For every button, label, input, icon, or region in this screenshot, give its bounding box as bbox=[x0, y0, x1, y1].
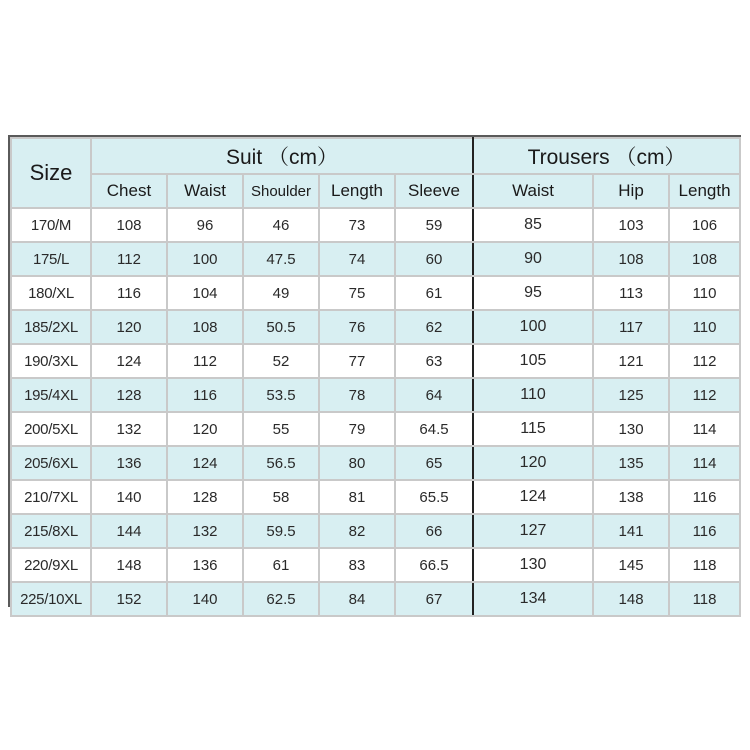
col-header-suit-waist: Waist bbox=[167, 174, 243, 208]
suit-sleeve-cell: 59 bbox=[395, 208, 473, 242]
table-row bbox=[11, 548, 740, 582]
trousers-hip-cell: 145 bbox=[593, 548, 669, 582]
trousers-waist-cell: 100 bbox=[473, 310, 593, 344]
suit-length-cell: 73 bbox=[319, 208, 395, 242]
trousers-waist-cell: 130 bbox=[473, 548, 593, 582]
trousers-waist-cell: 124 bbox=[473, 480, 593, 514]
suit-chest-cell: 140 bbox=[91, 480, 167, 514]
col-header-suit-chest: Chest bbox=[91, 174, 167, 208]
size-table-body bbox=[11, 208, 740, 616]
trousers-hip-cell: 135 bbox=[593, 446, 669, 480]
col-header-suit-shoulder: Shoulder bbox=[243, 174, 319, 208]
size-cell: 175/L bbox=[11, 242, 91, 276]
table-row bbox=[11, 582, 740, 616]
suit-sleeve-cell: 64 bbox=[395, 378, 473, 412]
table-row bbox=[11, 242, 740, 276]
trousers-hip-cell: 113 bbox=[593, 276, 669, 310]
trousers-hip-cell: 125 bbox=[593, 378, 669, 412]
suit-waist-cell: 140 bbox=[167, 582, 243, 616]
suit-sleeve-cell: 62 bbox=[395, 310, 473, 344]
suit-shoulder-cell: 52 bbox=[243, 344, 319, 378]
suit-shoulder-cell: 59.5 bbox=[243, 514, 319, 548]
size-cell: 180/XL bbox=[11, 276, 91, 310]
table-row bbox=[11, 310, 740, 344]
size-cell: 195/4XL bbox=[11, 378, 91, 412]
size-cell: 225/10XL bbox=[11, 582, 91, 616]
table-row bbox=[11, 412, 740, 446]
suit-shoulder-cell: 49 bbox=[243, 276, 319, 310]
suit-sleeve-cell: 66 bbox=[395, 514, 473, 548]
trousers-length-cell: 110 bbox=[669, 276, 740, 310]
trousers-length-cell: 108 bbox=[669, 242, 740, 276]
suit-sleeve-cell: 61 bbox=[395, 276, 473, 310]
trousers-group-header: Trousers （cm） bbox=[473, 138, 740, 174]
suit-group-header: Suit （cm） bbox=[91, 138, 473, 174]
col-header-suit-sleeve: Sleeve bbox=[395, 174, 473, 208]
suit-shoulder-cell: 46 bbox=[243, 208, 319, 242]
suit-shoulder-cell: 47.5 bbox=[243, 242, 319, 276]
suit-waist-cell: 100 bbox=[167, 242, 243, 276]
trousers-length-cell: 114 bbox=[669, 412, 740, 446]
col-header-trousers-hip: Hip bbox=[593, 174, 669, 208]
trousers-length-cell: 114 bbox=[669, 446, 740, 480]
size-cell: 200/5XL bbox=[11, 412, 91, 446]
suit-chest-cell: 152 bbox=[91, 582, 167, 616]
suit-length-cell: 83 bbox=[319, 548, 395, 582]
suit-length-cell: 80 bbox=[319, 446, 395, 480]
size-chart bbox=[8, 135, 741, 607]
trousers-length-cell: 116 bbox=[669, 514, 740, 548]
table-row bbox=[11, 480, 740, 514]
trousers-hip-cell: 117 bbox=[593, 310, 669, 344]
suit-waist-cell: 136 bbox=[167, 548, 243, 582]
suit-length-cell: 76 bbox=[319, 310, 395, 344]
suit-chest-cell: 116 bbox=[91, 276, 167, 310]
suit-chest-cell: 132 bbox=[91, 412, 167, 446]
suit-sleeve-cell: 60 bbox=[395, 242, 473, 276]
size-table bbox=[10, 137, 741, 617]
suit-waist-cell: 96 bbox=[167, 208, 243, 242]
trousers-length-cell: 106 bbox=[669, 208, 740, 242]
size-cell: 170/M bbox=[11, 208, 91, 242]
trousers-hip-cell: 138 bbox=[593, 480, 669, 514]
size-cell: 205/6XL bbox=[11, 446, 91, 480]
suit-waist-cell: 116 bbox=[167, 378, 243, 412]
suit-chest-cell: 112 bbox=[91, 242, 167, 276]
header-row-columns bbox=[11, 174, 740, 208]
col-header-trousers-length: Length bbox=[669, 174, 740, 208]
table-row bbox=[11, 446, 740, 480]
header-row-groups bbox=[11, 138, 740, 174]
suit-waist-cell: 124 bbox=[167, 446, 243, 480]
size-header: Size bbox=[11, 138, 91, 208]
suit-waist-cell: 132 bbox=[167, 514, 243, 548]
size-cell: 220/9XL bbox=[11, 548, 91, 582]
trousers-length-cell: 118 bbox=[669, 548, 740, 582]
trousers-length-cell: 112 bbox=[669, 378, 740, 412]
suit-shoulder-cell: 50.5 bbox=[243, 310, 319, 344]
suit-chest-cell: 144 bbox=[91, 514, 167, 548]
trousers-waist-cell: 120 bbox=[473, 446, 593, 480]
suit-chest-cell: 136 bbox=[91, 446, 167, 480]
trousers-hip-cell: 121 bbox=[593, 344, 669, 378]
table-row bbox=[11, 344, 740, 378]
table-row bbox=[11, 514, 740, 548]
size-cell: 215/8XL bbox=[11, 514, 91, 548]
table-row bbox=[11, 208, 740, 242]
suit-chest-cell: 124 bbox=[91, 344, 167, 378]
suit-length-cell: 77 bbox=[319, 344, 395, 378]
table-row bbox=[11, 378, 740, 412]
trousers-hip-cell: 141 bbox=[593, 514, 669, 548]
trousers-waist-cell: 134 bbox=[473, 582, 593, 616]
size-cell: 190/3XL bbox=[11, 344, 91, 378]
suit-chest-cell: 128 bbox=[91, 378, 167, 412]
suit-waist-cell: 108 bbox=[167, 310, 243, 344]
suit-chest-cell: 120 bbox=[91, 310, 167, 344]
suit-waist-cell: 120 bbox=[167, 412, 243, 446]
trousers-hip-cell: 130 bbox=[593, 412, 669, 446]
suit-sleeve-cell: 63 bbox=[395, 344, 473, 378]
suit-shoulder-cell: 55 bbox=[243, 412, 319, 446]
trousers-waist-cell: 90 bbox=[473, 242, 593, 276]
suit-length-cell: 84 bbox=[319, 582, 395, 616]
suit-shoulder-cell: 53.5 bbox=[243, 378, 319, 412]
size-cell: 185/2XL bbox=[11, 310, 91, 344]
trousers-waist-cell: 85 bbox=[473, 208, 593, 242]
suit-sleeve-cell: 66.5 bbox=[395, 548, 473, 582]
size-cell: 210/7XL bbox=[11, 480, 91, 514]
trousers-waist-cell: 110 bbox=[473, 378, 593, 412]
suit-waist-cell: 104 bbox=[167, 276, 243, 310]
trousers-length-cell: 116 bbox=[669, 480, 740, 514]
trousers-length-cell: 112 bbox=[669, 344, 740, 378]
trousers-length-cell: 118 bbox=[669, 582, 740, 616]
trousers-hip-cell: 108 bbox=[593, 242, 669, 276]
trousers-waist-cell: 115 bbox=[473, 412, 593, 446]
suit-sleeve-cell: 64.5 bbox=[395, 412, 473, 446]
suit-waist-cell: 128 bbox=[167, 480, 243, 514]
suit-sleeve-cell: 65.5 bbox=[395, 480, 473, 514]
suit-length-cell: 75 bbox=[319, 276, 395, 310]
suit-chest-cell: 148 bbox=[91, 548, 167, 582]
suit-waist-cell: 112 bbox=[167, 344, 243, 378]
suit-length-cell: 74 bbox=[319, 242, 395, 276]
suit-length-cell: 81 bbox=[319, 480, 395, 514]
trousers-waist-cell: 105 bbox=[473, 344, 593, 378]
suit-length-cell: 79 bbox=[319, 412, 395, 446]
suit-shoulder-cell: 58 bbox=[243, 480, 319, 514]
suit-chest-cell: 108 bbox=[91, 208, 167, 242]
col-header-trousers-waist: Waist bbox=[473, 174, 593, 208]
trousers-length-cell: 110 bbox=[669, 310, 740, 344]
trousers-waist-cell: 95 bbox=[473, 276, 593, 310]
table-row bbox=[11, 276, 740, 310]
suit-shoulder-cell: 62.5 bbox=[243, 582, 319, 616]
suit-shoulder-cell: 56.5 bbox=[243, 446, 319, 480]
trousers-hip-cell: 148 bbox=[593, 582, 669, 616]
trousers-hip-cell: 103 bbox=[593, 208, 669, 242]
suit-shoulder-cell: 61 bbox=[243, 548, 319, 582]
suit-sleeve-cell: 65 bbox=[395, 446, 473, 480]
suit-sleeve-cell: 67 bbox=[395, 582, 473, 616]
col-header-suit-length: Length bbox=[319, 174, 395, 208]
trousers-waist-cell: 127 bbox=[473, 514, 593, 548]
suit-length-cell: 78 bbox=[319, 378, 395, 412]
suit-length-cell: 82 bbox=[319, 514, 395, 548]
